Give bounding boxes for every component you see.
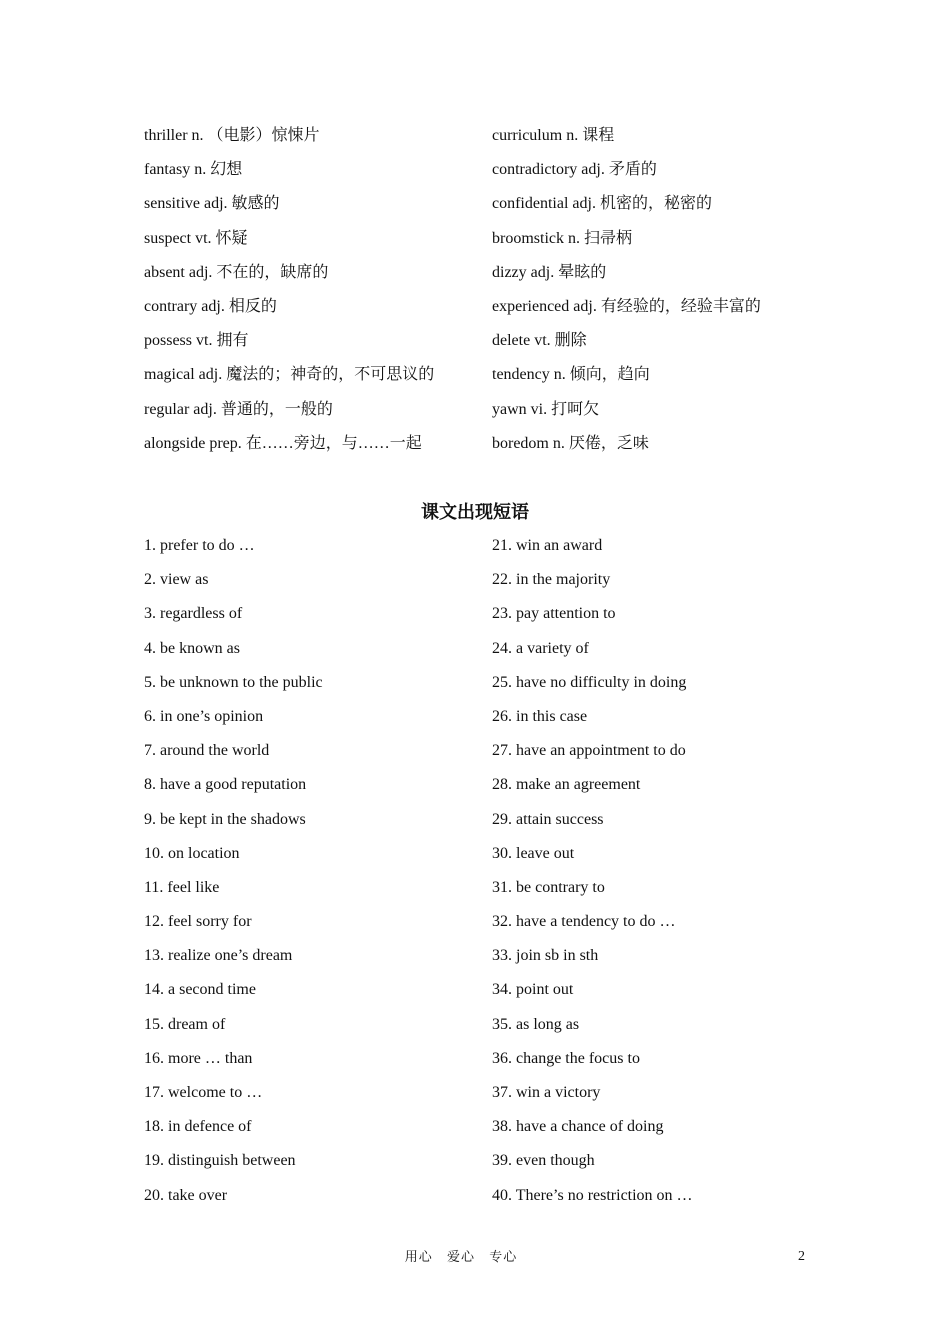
- phrase-item: 37. win a victory: [492, 1084, 601, 1101]
- phrase-item: 17. welcome to …: [144, 1084, 263, 1101]
- phrase-item: 38. have a chance of doing: [492, 1118, 664, 1136]
- phrase-item: 29. attain success: [492, 810, 604, 828]
- phrase-item: 31. be contrary to: [492, 878, 605, 896]
- phrase-item: 26. in this case: [492, 707, 588, 725]
- phrase-item: 1. prefer to do …: [144, 537, 255, 554]
- phrase-item: 4. be known as: [144, 639, 240, 657]
- vocab-item: regular adj. 普通的，一般的: [144, 400, 333, 418]
- phrase-item: 34. point out: [492, 981, 574, 999]
- phrase-item: 5. be unknown to the public: [144, 673, 323, 691]
- page-number: 2: [798, 1249, 805, 1264]
- vocab-item: curriculum n. 课程: [492, 127, 615, 144]
- phrase-item: 11. feel like: [144, 878, 220, 896]
- vocab-item: confidential adj. 机密的，秘密的: [492, 195, 712, 213]
- vocab-item: fantasy n. 幻想: [144, 161, 243, 179]
- vocab-item: yawn vi. 打呵欠: [492, 400, 600, 418]
- phrase-item: 20. take over: [144, 1186, 228, 1204]
- vocab-item: thriller n. （电影）惊悚片: [144, 127, 320, 144]
- phrase-item: 12. feel sorry for: [144, 913, 252, 931]
- vocab-list-left: [144, 119, 434, 461]
- vocab-item: delete vt. 删除: [492, 332, 587, 350]
- phrase-item: 8. have a good reputation: [144, 776, 307, 794]
- vocab-item: tendency n. 倾向，趋向: [492, 366, 650, 384]
- phrase-item: 14. a second time: [144, 981, 256, 999]
- phrase-item: 16. more … than: [144, 1049, 253, 1067]
- phrase-list-left: [144, 529, 323, 1213]
- phrase-item: 15. dream of: [144, 1015, 226, 1033]
- phrase-item: 2. view as: [144, 571, 209, 589]
- phrase-item: 28. make an agreement: [492, 776, 641, 794]
- vocab-item: suspect vt. 怀疑: [144, 229, 248, 247]
- phrase-item: 18. in defence of: [144, 1118, 252, 1136]
- phrase-item: 40. There’s no restriction on …: [492, 1186, 693, 1204]
- phrase-item: 19. distinguish between: [144, 1152, 296, 1170]
- phrase-item: 35. as long as: [492, 1015, 580, 1033]
- phrase-item: 32. have a tendency to do …: [492, 913, 676, 931]
- section-title: 课文出现短语: [421, 502, 529, 522]
- phrase-item: 10. on location: [144, 844, 240, 862]
- vocab-item: alongside prep. 在……旁边，与……一起: [144, 434, 422, 452]
- phrase-item: 22. in the majority: [492, 571, 611, 589]
- vocab-list-right: [492, 119, 761, 461]
- phrase-item: 27. have an appointment to do: [492, 742, 686, 760]
- phrase-item: 33. join sb in sth: [492, 947, 599, 965]
- phrase-item: 7. around the world: [144, 742, 270, 760]
- phrase-item: 13. realize one’s dream: [144, 947, 293, 965]
- vocab-item: boredom n. 厌倦，乏味: [492, 434, 649, 452]
- vocab-item: dizzy adj. 晕眩的: [492, 263, 607, 281]
- vocab-item: broomstick n. 扫帚柄: [492, 229, 632, 247]
- phrase-item: 24. a variety of: [492, 639, 589, 657]
- phrase-item: 21. win an award: [492, 537, 603, 554]
- phrase-item: 6. in one’s opinion: [144, 707, 264, 725]
- phrase-item: 9. be kept in the shadows: [144, 810, 306, 828]
- phrase-list-right: [492, 529, 693, 1213]
- phrase-item: 3. regardless of: [144, 605, 243, 623]
- vocab-item: contradictory adj. 矛盾的: [492, 161, 657, 179]
- phrase-item: 30. leave out: [492, 844, 575, 862]
- vocab-item: contrary adj. 相反的: [144, 297, 277, 315]
- vocab-item: absent adj. 不在的，缺席的: [144, 263, 329, 281]
- phrase-item: 39. even though: [492, 1152, 595, 1170]
- phrase-item: 36. change the focus to: [492, 1049, 640, 1067]
- vocab-item: sensitive adj. 敏感的: [144, 195, 280, 213]
- phrase-item: 25. have no difficulty in doing: [492, 673, 687, 691]
- phrase-item: 23. pay attention to: [492, 605, 616, 623]
- vocab-item: magical adj. 魔法的；神奇的，不可思议的: [144, 366, 435, 384]
- vocab-item: experienced adj. 有经验的，经验丰富的: [492, 297, 761, 315]
- page-footer: 用心 爱心 专心: [404, 1249, 518, 1264]
- vocab-item: possess vt. 拥有: [144, 332, 249, 350]
